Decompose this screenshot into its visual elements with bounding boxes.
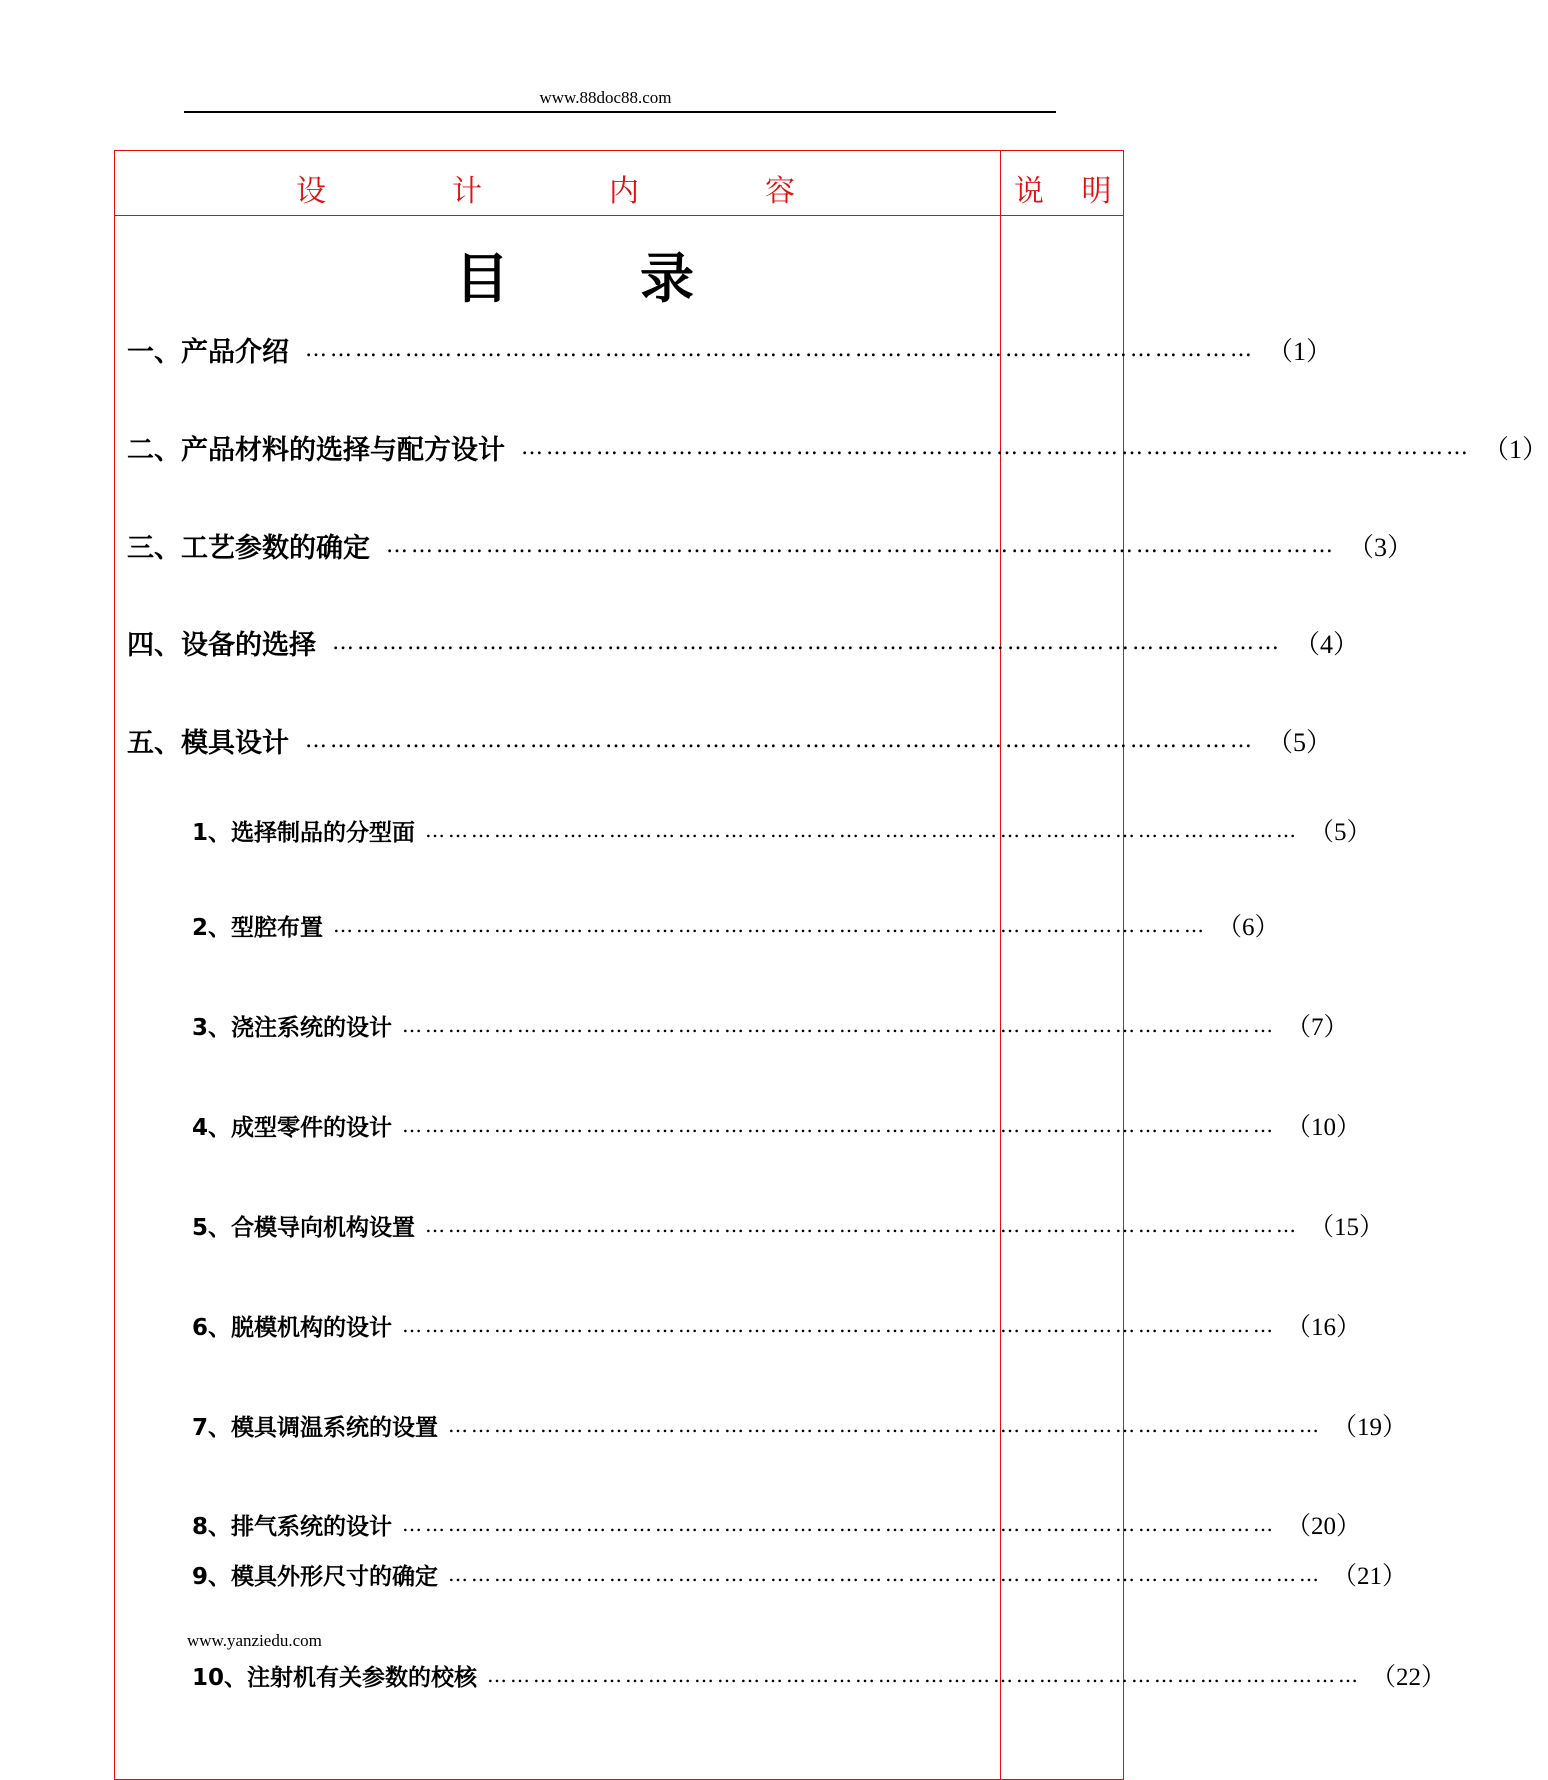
column-title-char: 容 (765, 174, 795, 209)
toc-leader-dots: …………………………………………………………………………………………………… (402, 1013, 1277, 1037)
toc-entry-page: （6） (1217, 914, 1280, 941)
toc-entry-label: 二、产品材料的选择与配方设计 (127, 434, 505, 466)
toc-entry-label: 3、浇注系统的设计 (192, 1014, 393, 1041)
toc-title-char: 录 (640, 247, 694, 310)
toc-subentry[interactable] (192, 1208, 1385, 1242)
toc-leader-dots: …………………………………………………………………………………………………… (332, 629, 1282, 655)
toc-leader-dots: …………………………………………………………………………………………………… (386, 532, 1336, 558)
toc-entry-label: 三、工艺参数的确定 (127, 532, 370, 564)
toc-entry-page: （3） (1348, 532, 1414, 562)
footer-url[interactable]: www.yanziedu.com (187, 1631, 322, 1650)
toc-entry[interactable] (127, 525, 1414, 565)
toc-entry[interactable] (127, 329, 1333, 369)
toc-leader-dots: …………………………………………………………………………………………………… (402, 1313, 1277, 1337)
toc-leader-dots: …………………………………………………………………………………………………… (402, 1113, 1277, 1137)
toc-entry-page: （1） (1483, 434, 1548, 464)
toc-subentry[interactable] (192, 908, 1280, 942)
toc-subentry[interactable] (192, 1308, 1362, 1342)
toc-entry-label: 一、产品介绍 (127, 336, 289, 368)
header-divider (114, 215, 1124, 216)
toc-entry-label: 4、成型零件的设计 (192, 1114, 393, 1141)
toc-entry-label: 6、脱模机构的设计 (192, 1314, 393, 1341)
toc-entry[interactable] (127, 720, 1333, 760)
toc-entry-label: 5、合模导向机构设置 (192, 1214, 416, 1241)
toc-entry[interactable] (127, 622, 1360, 662)
toc-entry-label: 7、模具调温系统的设置 (192, 1414, 439, 1441)
toc-leader-dots: …………………………………………………………………………………………………… (448, 1413, 1323, 1437)
toc-leader-dots: …………………………………………………………………………………………………… (305, 727, 1255, 753)
toc-leader-dots: …………………………………………………………………………………………………… (487, 1663, 1362, 1687)
toc-subentry[interactable] (192, 1658, 1447, 1692)
toc-entry-label: 8、排气系统的设计 (192, 1513, 393, 1540)
toc-subentry[interactable] (192, 1557, 1408, 1591)
toc-entry-page: （19） (1332, 1414, 1408, 1441)
toc-subentry[interactable] (192, 1008, 1349, 1042)
toc-subentry[interactable] (192, 813, 1372, 847)
header-rule (184, 111, 1056, 113)
toc-entry-page: （1） (1267, 336, 1333, 366)
toc-entry-label: 1、选择制品的分型面 (192, 819, 416, 846)
toc-subentry[interactable] (192, 1108, 1362, 1142)
toc-entry-page: （21） (1332, 1563, 1408, 1590)
toc-leader-dots: …………………………………………………………………………………………………… (402, 1512, 1277, 1536)
column-title-char: 计 (452, 174, 482, 209)
toc-entry-page: （5） (1267, 727, 1333, 757)
toc-entry-page: （5） (1309, 819, 1372, 846)
toc-entry-label: 五、模具设计 (127, 727, 289, 759)
toc-entry-label: 四、设备的选择 (127, 629, 316, 661)
toc-leader-dots: …………………………………………………………………………………………………… (333, 913, 1208, 937)
toc-entry-page: （22） (1371, 1664, 1447, 1691)
toc-entry-page: （16） (1286, 1314, 1362, 1341)
toc-entry-label: 9、模具外形尺寸的确定 (192, 1563, 439, 1590)
toc-subentry[interactable] (192, 1408, 1408, 1442)
note-column-title: 说 明 (1014, 174, 1126, 209)
toc-entry[interactable] (127, 427, 1548, 467)
column-title-char: 设 (296, 174, 326, 209)
header-url[interactable]: www.88doc88.com (539, 88, 672, 107)
toc-entry-page: （20） (1286, 1513, 1362, 1540)
toc-leader-dots: …………………………………………………………………………………………………… (448, 1562, 1323, 1586)
column-title-char: 内 (609, 174, 639, 209)
toc-title-char: 目 (455, 247, 509, 310)
toc-entry-page: （15） (1309, 1214, 1385, 1241)
toc-entry-page: （7） (1286, 1014, 1349, 1041)
toc-entry-page: （10） (1286, 1114, 1362, 1141)
toc-entry-label: 10、注射机有关参数的校核 (192, 1664, 478, 1691)
toc-entry-label: 2、型腔布置 (192, 914, 324, 941)
toc-leader-dots: …………………………………………………………………………………………………… (521, 434, 1471, 460)
toc-leader-dots: …………………………………………………………………………………………………… (425, 1213, 1300, 1237)
toc-leader-dots: …………………………………………………………………………………………………… (425, 818, 1300, 842)
toc-leader-dots: …………………………………………………………………………………………………… (305, 336, 1255, 362)
toc-entry-page: （4） (1294, 629, 1360, 659)
toc-subentry[interactable] (192, 1507, 1362, 1541)
